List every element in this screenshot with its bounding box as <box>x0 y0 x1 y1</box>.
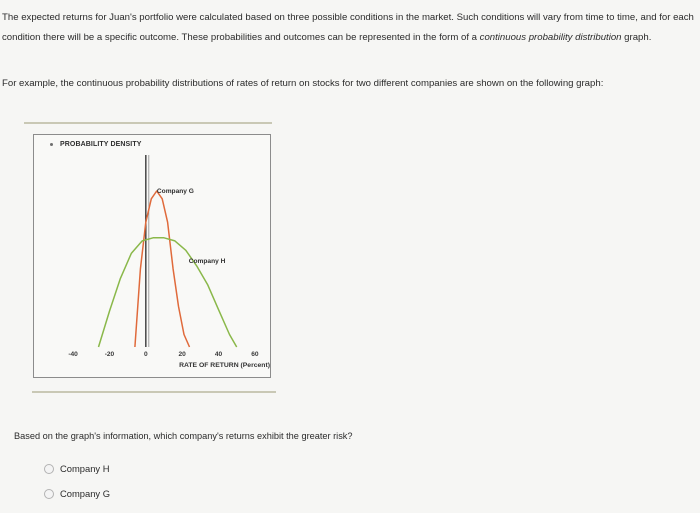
y-axis-label-text: PROBABILITY DENSITY <box>60 141 142 148</box>
radio-company-h[interactable] <box>44 464 54 474</box>
x-tick-label: -40 <box>68 351 78 358</box>
x-tick-label: -20 <box>104 351 115 358</box>
x-tick-label: 0 <box>143 351 148 358</box>
radio-company-g[interactable] <box>44 489 54 499</box>
series-line-company-g <box>135 191 190 347</box>
option-company-h-label: Company H <box>60 463 110 474</box>
intro-emphasis: continuous probability distribution <box>479 32 622 43</box>
series-label-company-h: Company H <box>188 258 226 265</box>
example-paragraph: For example, the continuous probability distributions of rates of return on stocks for two different companies are shown on the following graph: <box>2 78 604 89</box>
bottom-divider <box>32 391 276 393</box>
series-line-company-h <box>99 238 237 347</box>
x-axis-label: RATE OF RETURN (Percent) <box>179 362 270 369</box>
probability-chart <box>33 134 271 378</box>
top-divider <box>24 122 272 124</box>
option-company-g[interactable] <box>44 488 110 499</box>
option-company-h[interactable] <box>44 463 110 474</box>
x-tick-label: 60 <box>251 351 259 358</box>
x-tick-label: 20 <box>178 351 186 358</box>
option-company-g-label: Company G <box>60 488 111 499</box>
x-tick-label: 40 <box>214 351 223 358</box>
intro-text-2: graph. <box>621 32 652 43</box>
chart-canvas <box>34 135 270 377</box>
question-text: Based on the graph's information, which company's returns exhibit the greater risk? <box>14 431 353 441</box>
intro-paragraph <box>2 8 698 48</box>
series-label-company-g: Company G <box>156 188 194 195</box>
intro-text-1: The expected returns for Juan's portfolio were calculated based on three possible conditions in the market. Such conditions will vary from time to time, and for each condition there will be a specific outcome. These probabilities and outcomes can be represented in the form of a <box>2 12 694 43</box>
